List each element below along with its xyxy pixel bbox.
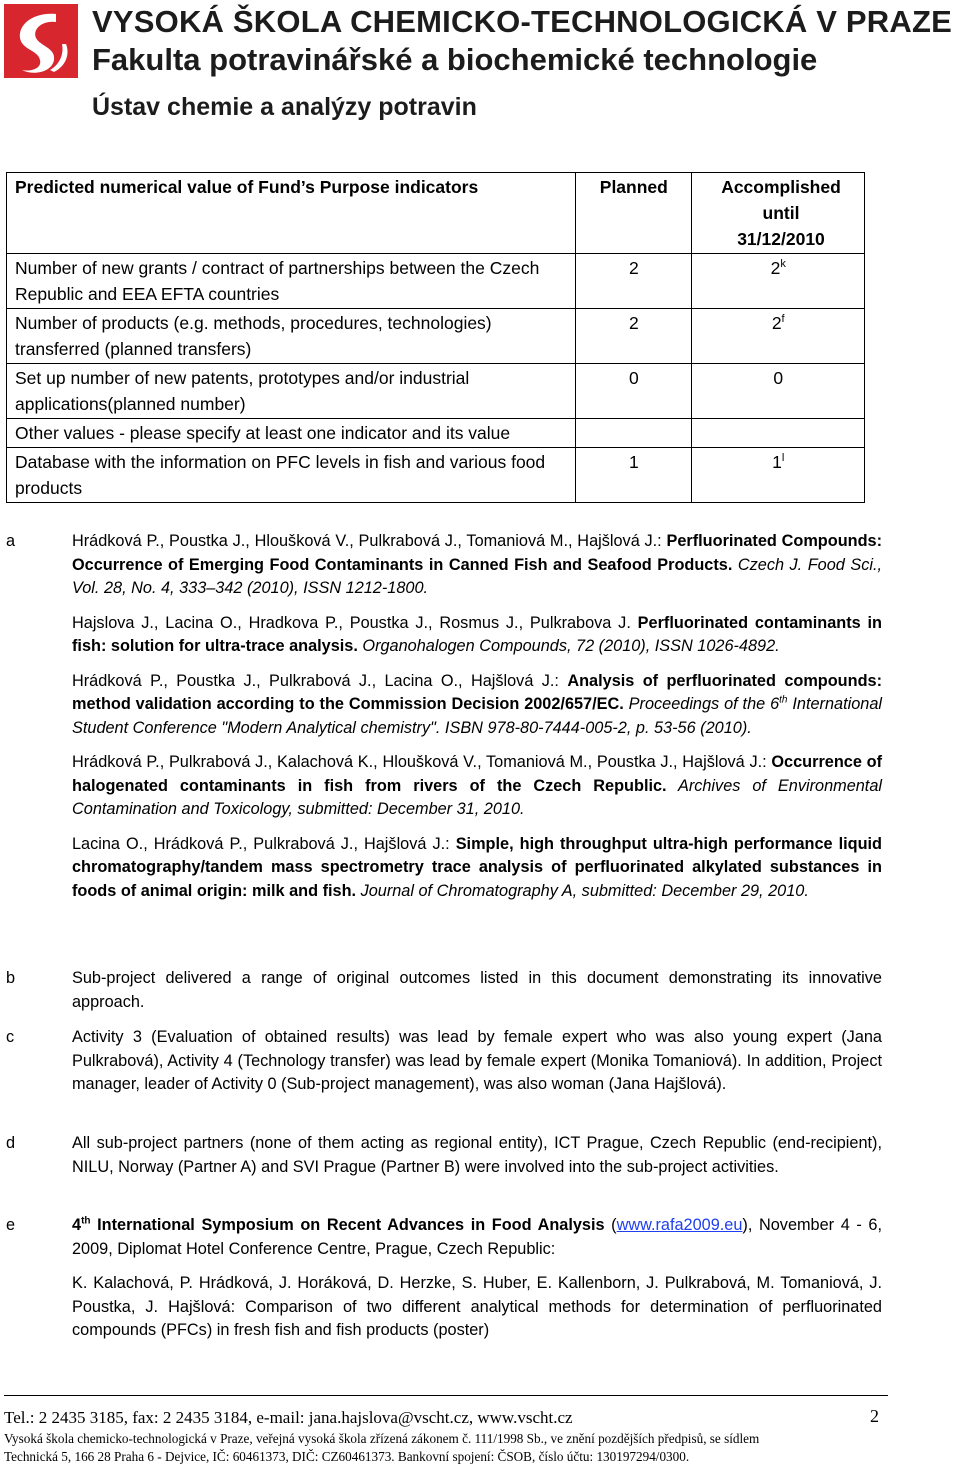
accomplished-cell	[692, 309, 865, 364]
footer-legal-line2: Technická 5, 166 28 Praha 6 - Dejvice, IČ: 60461373, DIČ: CZ60461373. Bankovní spojení: ČSOB, číslo účtu: 130197294/0300.	[4, 1449, 690, 1464]
note-label: a	[6, 532, 16, 550]
note-text: All sub-project partners (none of them acting as regional entity), ICT Prague, Czech Republic (end-recipient), NILU, Norway (Partner A) and SVI Prague (Partner B) were involved into the sub-project activities.	[72, 1134, 882, 1176]
ref-authors: Lacina O., Hrádková P., Pulkrabová J., Hajšlová J.:	[72, 834, 456, 853]
poster-text: K. Kalachová, P. Hrádková, J. Horáková, D. Herzke, S. Huber, E. Kallenborn, J. Pulkrabová, M. Tomaniová, J. Poustka, J. Hajšlová: Comparison of two different analytical methods for determination of perfluorinated compounds (PFCs) in fresh fish and fish products (poster)	[72, 1274, 882, 1339]
ref-authors: Hrádková P., Poustka J., Hloušková V., Pulkrabová J., Tomaniová M., Hajšlová J.:	[72, 532, 667, 550]
accomplished-cell	[692, 448, 865, 503]
accomplished-cell	[692, 419, 865, 448]
reference	[72, 612, 882, 659]
ref-source: International Student Conference "Modern Analytical chemistry". ISBN 978-80-7444-005-2, p. 53-56 (2010).	[72, 695, 882, 737]
reference	[72, 670, 882, 741]
faculty-name: Fakulta potravinářské a biochemické technologie	[92, 42, 818, 77]
accomplished-value: 2	[770, 258, 781, 278]
ref-title: Perfluorinated contaminants in fish: solution for ultra-trace analysis.	[72, 613, 882, 655]
ref-title: Simple, high throughput ultra-high performance liquid chromatography/tandem mass spectrometry trace analysis of perfluorinated alkylated substances in foods of animal origin: milk and fish.	[72, 834, 882, 900]
ref-source-pre: Proceedings of the 6	[623, 695, 780, 713]
page-number: 2	[870, 1406, 879, 1426]
note-c	[6, 1026, 882, 1108]
indicator-cell: Set up number of new patents, prototypes and/or industrial applications(planned number)	[7, 364, 576, 419]
planned-cell: 2	[576, 254, 692, 309]
note-label: d	[6, 1134, 16, 1152]
note-a	[6, 530, 882, 914]
table-row	[7, 448, 865, 503]
reference	[72, 530, 882, 601]
ref-authors: Hrádková P., Poustka J., Pulkrabová J., Lacina O., Hajšlová J.:	[72, 671, 568, 690]
table-row	[7, 364, 865, 419]
header-accomplished	[692, 173, 865, 254]
note-text: Sub-project delivered a range of original outcomes listed in this document demonstrating its innovative approach.	[72, 969, 882, 1011]
note-b	[6, 967, 882, 1025]
ref-source: Czech J. Food Sci., Vol. 28, No. 4, 333–342 (2010), ISSN 1212-1800.	[72, 555, 882, 597]
accomplished-value: 2	[771, 313, 782, 333]
ref-source: Organohalogen Compounds, 72 (2010), ISSN 1026-4892.	[357, 637, 780, 655]
table-header-row	[7, 173, 865, 254]
symposium-number: 4	[72, 1216, 82, 1234]
table-row	[7, 254, 865, 309]
link-prefix: (	[604, 1216, 617, 1234]
note-d	[6, 1132, 882, 1190]
planned-cell	[576, 419, 692, 448]
rafa-link[interactable]: www.rafa2009.eu	[616, 1216, 743, 1234]
note-label: e	[6, 1216, 16, 1234]
symposium-number-sup: th	[81, 1215, 91, 1227]
accomplished-value: 0	[773, 368, 784, 388]
ref-title: Perfluorinated Compounds: Occurrence of Emerging Food Contaminants in Canned Fish and Seafood Products.	[72, 532, 883, 574]
table-row	[7, 309, 865, 364]
accomplished-value: 1	[772, 452, 782, 472]
indicator-cell: Other values - please specify at least one indicator and its value	[7, 419, 576, 448]
reference	[72, 833, 882, 904]
footer-legal-line1: Vysoká škola chemicko-technologická v Praze, veřejná vysoká škola zřízená zákonem č. 111/1998 Sb., ve znění pozdějších předpisů, se sídlem	[4, 1431, 760, 1446]
planned-cell: 2	[576, 309, 692, 364]
note-ref: l	[781, 452, 785, 465]
ref-title: Analysis of perfluorinated compounds: method validation according to the Commission Decision 2002/657/EC.	[72, 671, 882, 713]
note-ref: f	[781, 313, 785, 326]
ref-source-sup: th	[779, 694, 788, 706]
institute-name: Ústav chemie a analýzy potravin	[92, 93, 477, 121]
symposium-title: International Symposium on Recent Advances in Food Analysis	[90, 1216, 605, 1234]
planned-cell: 1	[576, 448, 692, 503]
ref-source: Journal of Chromatography A, submitted: December 29, 2010.	[356, 881, 809, 900]
reference	[72, 751, 882, 822]
indicator-cell: Number of products (e.g. methods, procedures, technologies) transferred (planned transfers)	[7, 309, 576, 364]
accomplished-cell	[692, 254, 865, 309]
footer-contact: Tel.: 2 2435 3185, fax: 2 2435 3184, e-mail: jana.hajslova@vscht.cz, www.vscht.cz	[4, 1408, 573, 1427]
note-label: c	[6, 1028, 15, 1046]
header-accomplished-text: Accomplished until 31/12/2010	[721, 177, 841, 249]
accomplished-cell	[692, 364, 865, 419]
university-logo	[4, 4, 78, 78]
table-row	[7, 419, 865, 448]
symposium-details: ), November 4 - 6, 2009, Diplomat Hotel Conference Centre, Prague, Czech Republic:	[72, 1216, 882, 1258]
university-name: VYSOKÁ ŠKOLA CHEMICKO-TECHNOLOGICKÁ V PRAZE	[92, 4, 952, 39]
indicator-cell: Database with the information on PFC levels in fish and various food products	[7, 448, 576, 503]
header-indicator: Predicted numerical value of Fund’s Purpose indicators	[7, 173, 576, 254]
note-e	[6, 1214, 882, 1354]
note-ref: k	[780, 258, 786, 271]
indicator-cell: Number of new grants / contract of partnerships between the Czech Republic and EEA EFTA countries	[7, 254, 576, 309]
footer-divider	[4, 1395, 888, 1396]
ref-title: Occurrence of halogenated contaminants in fish from rivers of the Czech Republic.	[72, 753, 882, 795]
ref-authors: Hajslova J., Lacina O., Hradkova P., Poustka J., Rosmus J., Pulkrabova J.	[72, 613, 638, 632]
planned-cell: 0	[576, 364, 692, 419]
header-planned: Planned	[576, 173, 692, 254]
ref-source: Archives of Environmental Contamination and Toxicology, submitted: December 31, 2010.	[72, 776, 883, 818]
note-text: Activity 3 (Evaluation of obtained results) was lead by female expert who was also young expert (Jana Pulkrabová), Activity 4 (Technology transfer) was lead by female expert (Monika Tomaniová). In addition, Project manager, leader of Activity 0 (Sub-project management), was also woman (Jana Hajšlová).	[72, 1028, 882, 1093]
symposium-info	[72, 1214, 882, 1261]
note-label: b	[6, 969, 16, 987]
indicators-table	[6, 172, 865, 503]
ref-authors: Hrádková P., Pulkrabová J., Kalachová K., Hloušková V., Tomaniová M., Poustka J., Hajšlová J.:	[72, 753, 772, 771]
